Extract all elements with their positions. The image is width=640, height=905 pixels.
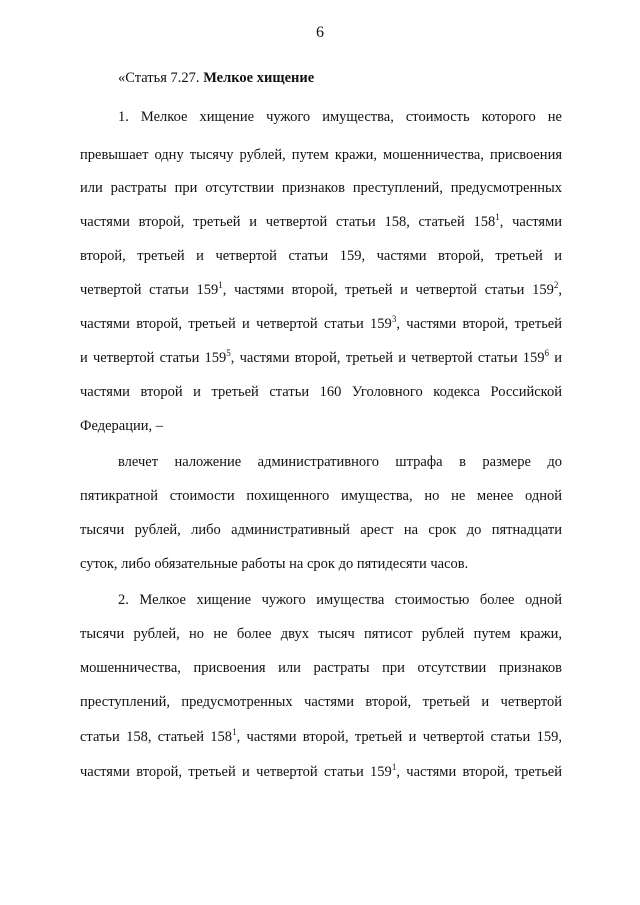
text-line: второй, третьей и четвертой статьи 159, частями второй, третьей и <box>80 248 562 264</box>
text-line: 1. Мелкое хищение чужого имущества, стоимость которого не <box>118 109 562 125</box>
page-number: 6 <box>316 24 324 41</box>
text-line: влечет наложение административного штрафа в размере до <box>118 454 562 470</box>
text-line: Федерации, – <box>80 418 163 434</box>
text-line: частями второй, третьей и четвертой статьи $159^3$, частями второй, третьей <box>80 314 562 332</box>
text-line: тысячи рублей, но не более двух тысяч пятисот рублей путем кражи, <box>80 626 562 642</box>
article-number: «Статья 7.27. <box>118 70 204 86</box>
text-line: мошенничества, присвоения или растраты при отсутствии признаков <box>80 660 562 676</box>
text-line: четвертой статьи $159^1$, частями второй, третьей и четвертой статьи $159^2$, <box>80 280 562 298</box>
text-line: превышает одну тысячу рублей, путем кражи, мошенничества, присвоения <box>80 147 562 163</box>
text-line: статьи 158, статьей $158^1$, частями второй, третьей и четвертой статьи 159, <box>80 727 563 745</box>
text-line: пятикратной стоимости похищенного имущества, но не менее одной <box>80 488 562 504</box>
text-line: суток, либо обязательные работы на срок до пятидесяти часов. <box>80 556 469 572</box>
text-line: частями второй и третьей статьи 160 Уголовного кодекса Российской <box>80 384 562 400</box>
text-line: 2. Мелкое хищение чужого имущества стоимостью более одной <box>118 592 562 608</box>
text-line: преступлений, предусмотренных частями второй, третьей и четвертой <box>80 694 562 710</box>
text-line: частями второй, третьей и четвертой статьи 158, статьей $158^1$, частями <box>80 212 563 230</box>
text-line: частями второй, третьей и четвертой статьи $159^1$, частями второй, третьей <box>80 762 562 780</box>
text-line: и четвертой статьи $159^5$, частями второй, третьей и четвертой статьи $159^6$ и <box>80 348 562 366</box>
article-heading <box>118 70 314 87</box>
article-title: Мелкое хищение <box>203 70 315 86</box>
text-line: или растраты при отсутствии признаков преступлений, предусмотренных <box>80 180 562 196</box>
text-line: тысячи рублей, либо административный арест на срок до пятнадцати <box>80 522 562 538</box>
